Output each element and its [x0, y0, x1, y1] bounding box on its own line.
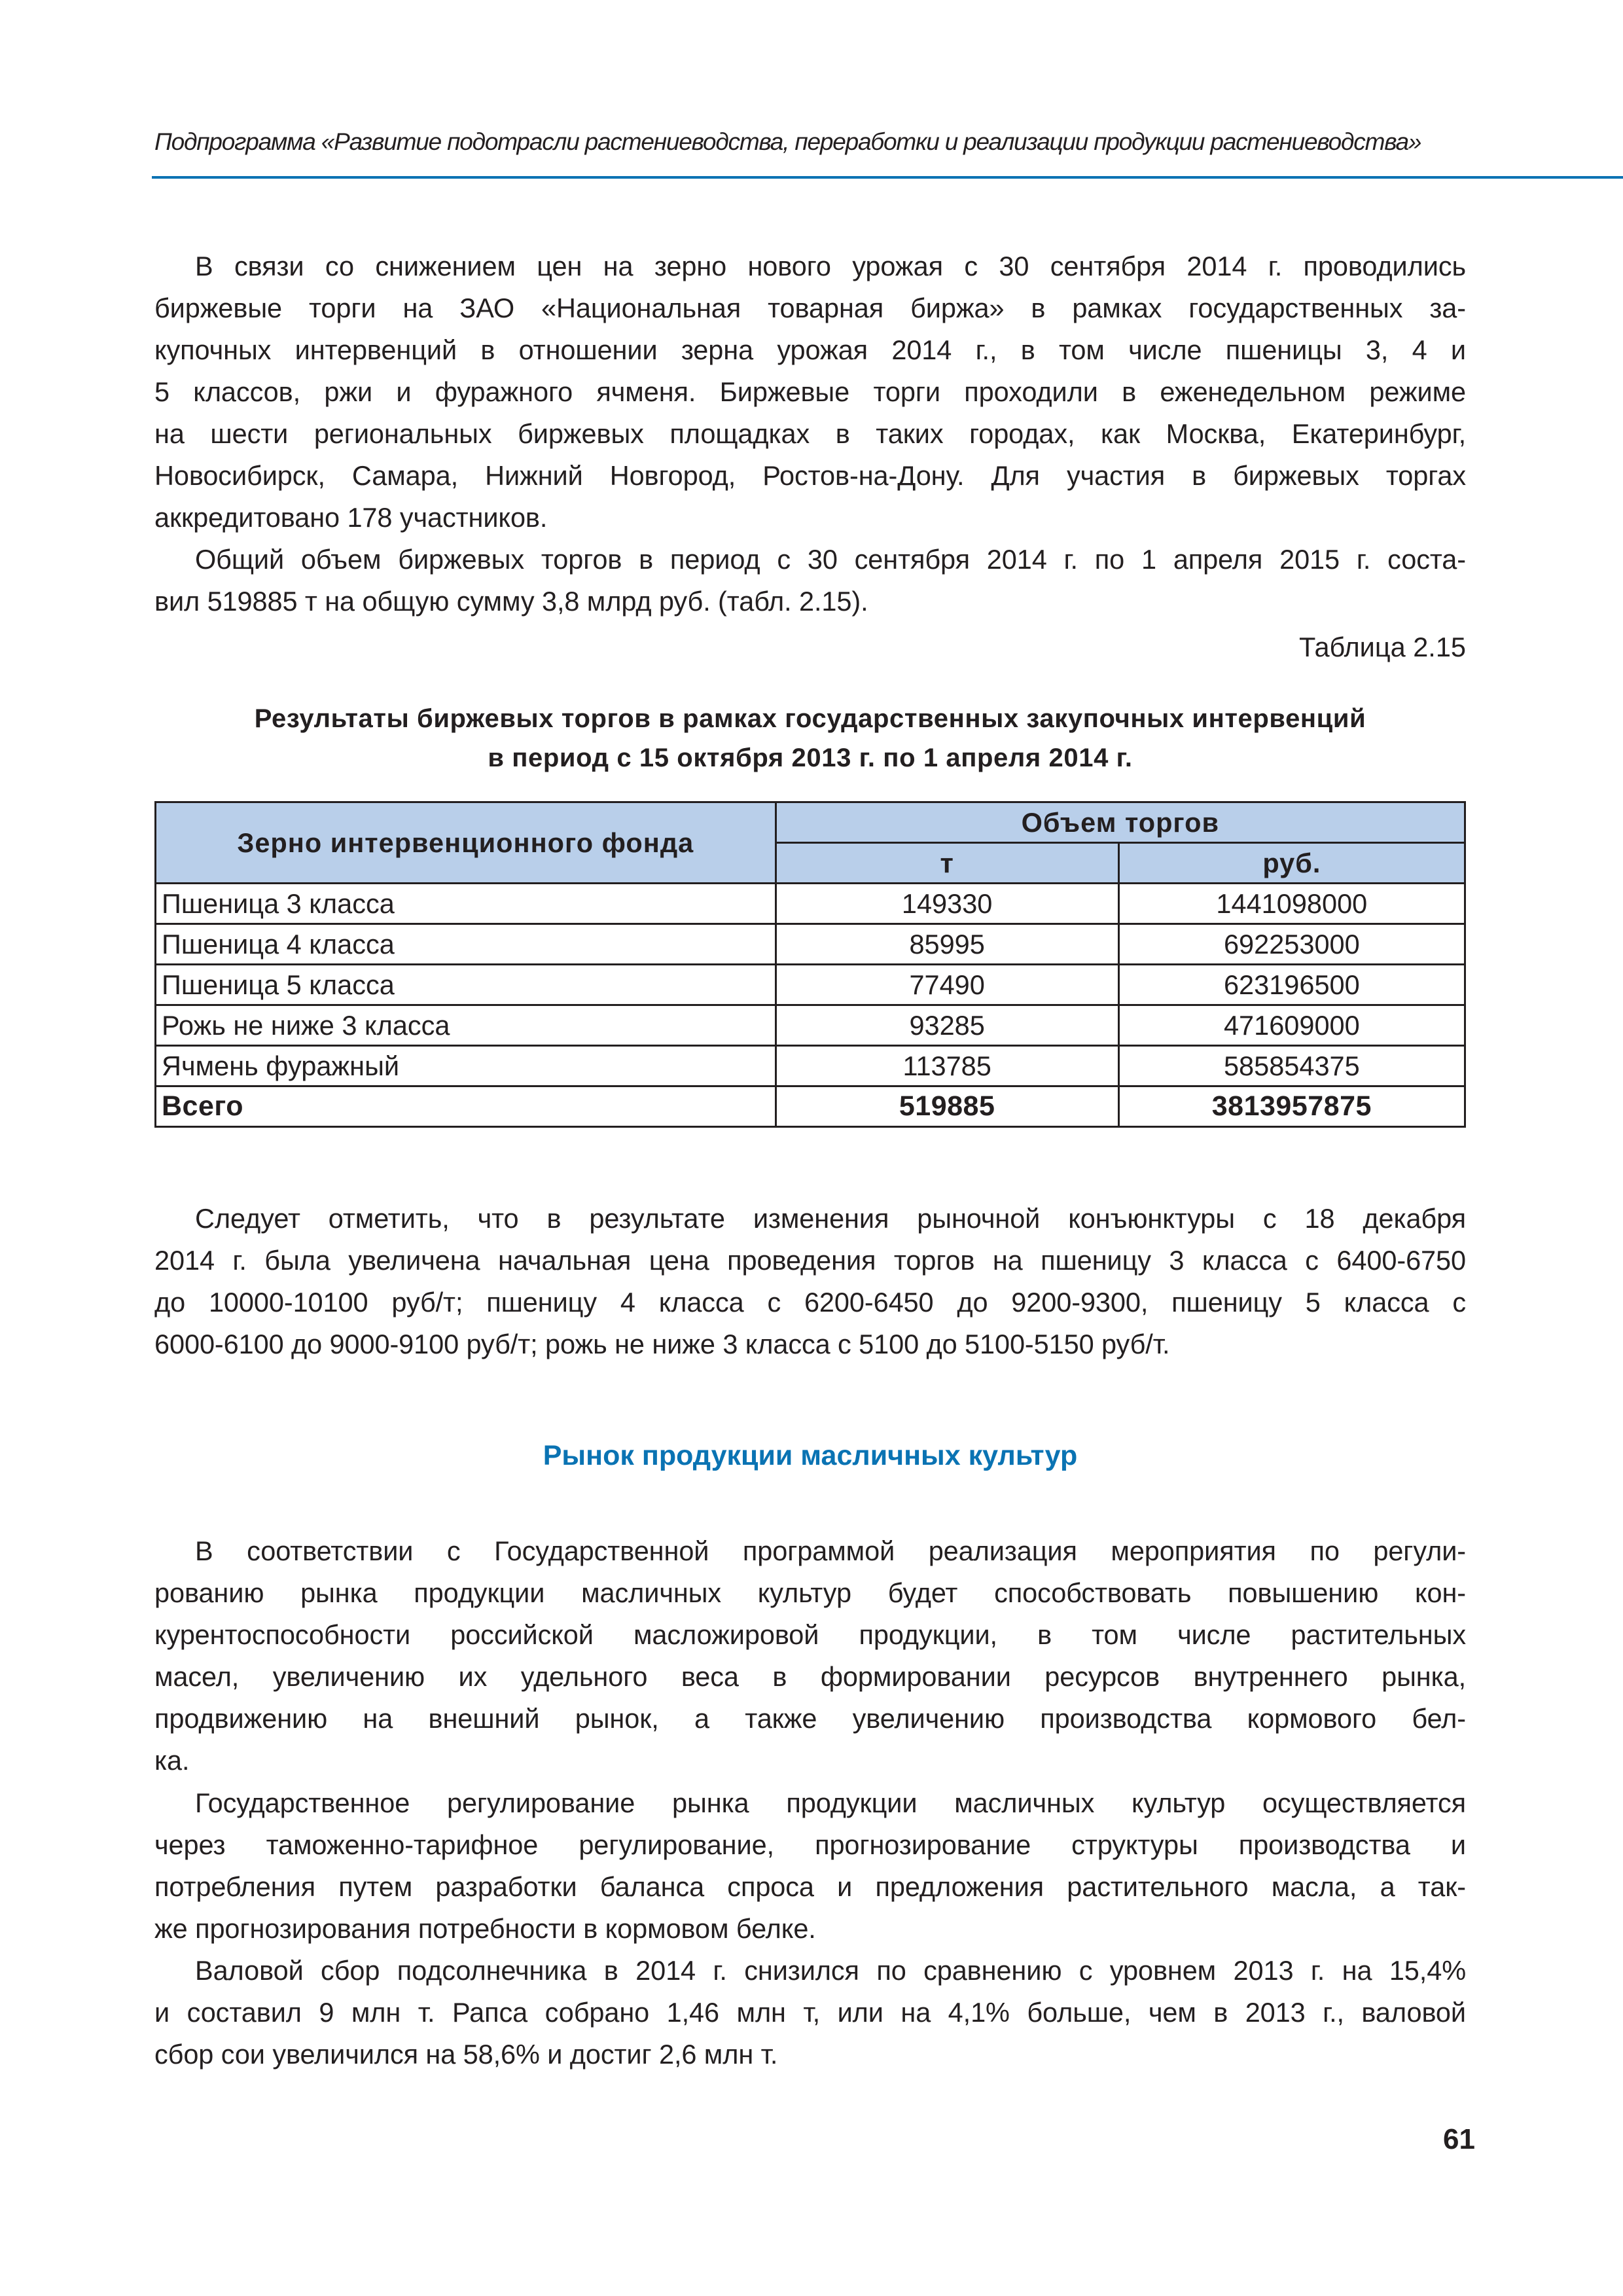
text-line: В связи со снижением цен на зерно нового урожая с 30 сентября 2014 г. проводились: [195, 251, 1466, 281]
tons-cell: 77490: [776, 965, 1118, 1005]
text-line: потребления путем разработки баланса спроса и предложения растительного масла, а так-: [154, 1871, 1466, 1902]
text-line: курентоспособности российской масложировой продукции, в том числе растительных: [154, 1619, 1466, 1650]
text-line: масел, увеличению их удельного веса в формировании ресурсов внутреннего рынка,: [154, 1661, 1466, 1692]
text-line: до 10000-10100 руб/т; пшеницу 4 класса с 6200-6450 до 9200-9300, пшеницу 5 класса с: [154, 1287, 1466, 1318]
tons-cell: 113785: [776, 1046, 1118, 1086]
total-tons-cell: 519885: [776, 1086, 1118, 1127]
header-rule: [152, 176, 1623, 179]
paragraph-regulation: [154, 1782, 1466, 1950]
section-heading: Рынок продукции масличных культур: [543, 1440, 1078, 1471]
rubles-cell: 471609000: [1118, 1005, 1465, 1046]
table-total-row: [156, 1086, 1465, 1127]
text-line: Общий объем биржевых торгов в период с 30 сентября 2014 г. по 1 апреля 2015 г. соста-: [195, 544, 1466, 575]
text-line: Следует отметить, что в результате изменения рыночной конъюнктуры с 18 декабря: [195, 1203, 1466, 1234]
tons-cell: 93285: [776, 1005, 1118, 1046]
tons-cell: 85995: [776, 924, 1118, 965]
paragraph-total-volume: [154, 539, 1466, 622]
paragraph-exchange-trading: [154, 245, 1466, 539]
table-number-label: Таблица 2.15: [1298, 632, 1466, 662]
column-header-grain: Зерно интервенционного фонда: [156, 802, 776, 884]
grain-name-cell: Пшеница 5 класса: [156, 965, 776, 1005]
text-line: 2014 г. была увеличена начальная цена проведения торгов на пшеницу 3 класса с 6400-6750: [154, 1245, 1466, 1276]
text-line: же прогнозирования потребности в кормовом белке.: [154, 1913, 816, 1944]
table-caption: [154, 699, 1466, 778]
total-label-cell: Всего: [156, 1086, 776, 1127]
running-header-title: Подпрограмма «Развитие подотрасли растениеводства, переработки и реализации продукции растениеводства»: [154, 128, 1421, 155]
column-group-header-volume: Объем торгов: [776, 802, 1465, 843]
text-line: сбор сои увеличился на 58,6% и достиг 2,6 млн т.: [154, 2039, 778, 2070]
text-line: 6000-6100 до 9000-9100 руб/т; рожь не ниже 3 класса с 5100 до 5100-5150 руб/т.: [154, 1329, 1170, 1359]
text-line: ка.: [154, 1745, 190, 1776]
column-header-rubles: руб.: [1118, 843, 1465, 884]
text-line: продвижению на внешний рынок, а также увеличению производства кормового бел-: [154, 1703, 1466, 1734]
trading-results-table: [154, 801, 1466, 1128]
table-caption-line: в период с 15 октября 2013 г. по 1 апреля 2014 г.: [488, 744, 1133, 772]
text-line: вил 519885 т на общую сумму 3,8 млрд руб. (табл. 2.15).: [154, 586, 868, 617]
text-line: 5 классов, ржи и фуражного ячменя. Биржевые торги проходили в еженедельном режиме: [154, 376, 1466, 407]
paragraph-state-program: [154, 1530, 1466, 1782]
text-line: рованию рынка продукции масличных культур будет способствовать повышению кон-: [154, 1577, 1466, 1608]
rubles-cell: 1441098000: [1118, 884, 1465, 924]
table-row: [156, 1046, 1465, 1086]
rubles-cell: 692253000: [1118, 924, 1465, 965]
text-line: биржевые торги на ЗАО «Национальная товарная биржа» в рамках государственных за-: [154, 293, 1466, 323]
text-line: купочных интервенций в отношении зерна урожая 2014 г., в том числе пшеницы 3, 4 и: [154, 334, 1466, 365]
table-row: [156, 1005, 1465, 1046]
column-header-tons: т: [776, 843, 1118, 884]
table-caption-line: Результаты биржевых торгов в рамках государственных закупочных интервенций: [254, 704, 1366, 733]
total-rubles-cell: 3813957875: [1118, 1086, 1465, 1127]
text-line: на шести региональных биржевых площадках в таких городах, как Москва, Екатеринбург,: [154, 418, 1466, 449]
rubles-cell: 585854375: [1118, 1046, 1465, 1086]
text-line: через таможенно-тарифное регулирование, прогнозирование структуры производства и: [154, 1829, 1466, 1860]
text-line: Государственное регулирование рынка продукции масличных культур осуществляется: [195, 1787, 1466, 1818]
text-line: В соответствии с Государственной программой реализация мероприятия по регули-: [195, 1535, 1466, 1566]
grain-name-cell: Пшеница 4 класса: [156, 924, 776, 965]
table-row: [156, 884, 1465, 924]
paragraph-price-changes: [154, 1198, 1466, 1365]
page-number: 61: [1443, 2123, 1475, 2155]
table-row: [156, 965, 1465, 1005]
text-line: аккредитовано 178 участников.: [154, 502, 548, 533]
table-row: [156, 924, 1465, 965]
grain-name-cell: Ячмень фуражный: [156, 1046, 776, 1086]
text-line: и составил 9 млн т. Рапса собрано 1,46 млн т, или на 4,1% больше, чем в 2013 г., валовой: [154, 1997, 1466, 2028]
rubles-cell: 623196500: [1118, 965, 1465, 1005]
text-line: Новосибирск, Самара, Нижний Новгород, Ростов-на-Дону. Для участия в биржевых торгах: [154, 460, 1466, 491]
grain-name-cell: Пшеница 3 класса: [156, 884, 776, 924]
tons-cell: 149330: [776, 884, 1118, 924]
grain-name-cell: Рожь не ниже 3 класса: [156, 1005, 776, 1046]
paragraph-harvest: [154, 1950, 1466, 2075]
text-line: Валовой сбор подсолнечника в 2014 г. снизился по сравнению с уровнем 2013 г. на 15,4%: [195, 1955, 1466, 1986]
